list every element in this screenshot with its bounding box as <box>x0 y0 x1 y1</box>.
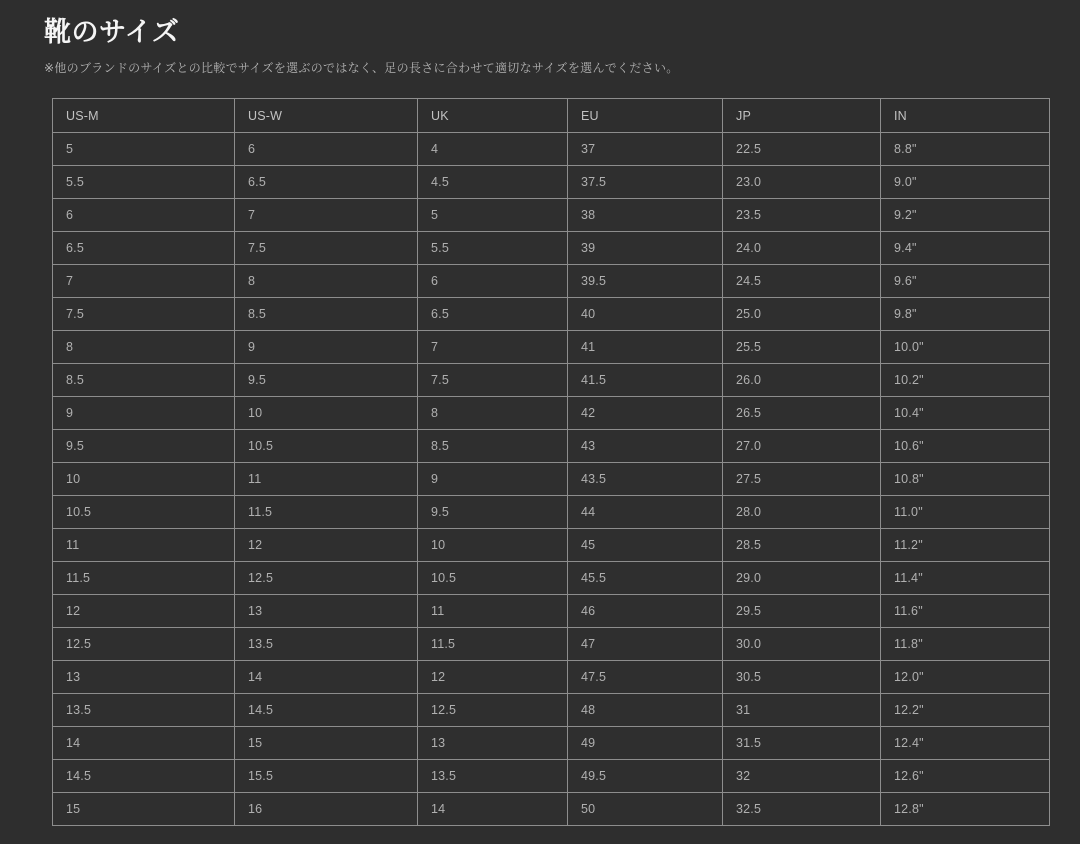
table-cell: 44 <box>568 496 723 529</box>
table-cell: 12.4" <box>881 727 1050 760</box>
table-cell: 14.5 <box>53 760 235 793</box>
table-cell: 5 <box>418 199 568 232</box>
table-cell: 11.4" <box>881 562 1050 595</box>
table-cell: 14 <box>53 727 235 760</box>
table-cell: 5.5 <box>418 232 568 265</box>
table-cell: 22.5 <box>723 133 881 166</box>
table-cell: 7.5 <box>418 364 568 397</box>
table-cell: 7 <box>418 331 568 364</box>
table-cell: 28.5 <box>723 529 881 562</box>
table-cell: 50 <box>568 793 723 826</box>
table-cell: 9.0" <box>881 166 1050 199</box>
table-row <box>53 727 1050 760</box>
table-cell: 7.5 <box>53 298 235 331</box>
table-cell: 9.2" <box>881 199 1050 232</box>
table-cell: 9.5 <box>235 364 418 397</box>
column-header-jp: JP <box>723 99 881 133</box>
table-cell: 45.5 <box>568 562 723 595</box>
table-cell: 12 <box>418 661 568 694</box>
size-note: ※他のブランドのサイズとの比較でサイズを選ぶのではなく、足の長さに合わせて適切なサイズを選んでください。 <box>44 61 679 76</box>
table-cell: 24.5 <box>723 265 881 298</box>
table-cell: 26.0 <box>723 364 881 397</box>
table-cell: 10.8" <box>881 463 1050 496</box>
table-cell: 39.5 <box>568 265 723 298</box>
table-cell: 9 <box>235 331 418 364</box>
table-cell: 6 <box>235 133 418 166</box>
table-row <box>53 364 1050 397</box>
table-cell: 12.5 <box>53 628 235 661</box>
table-cell: 13 <box>235 595 418 628</box>
table-cell: 5 <box>53 133 235 166</box>
table-cell: 27.0 <box>723 430 881 463</box>
table-cell: 43 <box>568 430 723 463</box>
table-cell: 10 <box>235 397 418 430</box>
table-cell: 7 <box>53 265 235 298</box>
table-cell: 12.0" <box>881 661 1050 694</box>
table-cell: 9 <box>418 463 568 496</box>
size-table-body <box>53 133 1050 826</box>
table-cell: 40 <box>568 298 723 331</box>
table-cell: 13 <box>53 661 235 694</box>
table-cell: 7 <box>235 199 418 232</box>
table-row <box>53 793 1050 826</box>
table-cell: 13 <box>418 727 568 760</box>
table-cell: 31.5 <box>723 727 881 760</box>
table-row <box>53 166 1050 199</box>
table-cell: 45 <box>568 529 723 562</box>
table-row <box>53 760 1050 793</box>
table-cell: 12.5 <box>418 694 568 727</box>
table-row <box>53 529 1050 562</box>
table-cell: 8 <box>53 331 235 364</box>
table-cell: 10.6" <box>881 430 1050 463</box>
table-cell: 5.5 <box>53 166 235 199</box>
header-row <box>53 99 1050 133</box>
table-cell: 11 <box>418 595 568 628</box>
table-cell: 13.5 <box>418 760 568 793</box>
table-cell: 47 <box>568 628 723 661</box>
table-cell: 9 <box>53 397 235 430</box>
table-cell: 9.6" <box>881 265 1050 298</box>
table-cell: 29.5 <box>723 595 881 628</box>
table-cell: 11.5 <box>235 496 418 529</box>
table-cell: 48 <box>568 694 723 727</box>
table-cell: 9.5 <box>418 496 568 529</box>
table-cell: 11.5 <box>53 562 235 595</box>
table-cell: 31 <box>723 694 881 727</box>
table-cell: 8.5 <box>235 298 418 331</box>
table-cell: 10.2" <box>881 364 1050 397</box>
table-cell: 49.5 <box>568 760 723 793</box>
table-row <box>53 331 1050 364</box>
table-cell: 47.5 <box>568 661 723 694</box>
column-header-eu: EU <box>568 99 723 133</box>
table-cell: 8.5 <box>418 430 568 463</box>
table-cell: 13.5 <box>53 694 235 727</box>
table-cell: 12 <box>235 529 418 562</box>
table-row <box>53 199 1050 232</box>
table-cell: 15 <box>53 793 235 826</box>
table-row <box>53 562 1050 595</box>
table-cell: 6 <box>53 199 235 232</box>
table-cell: 12.6" <box>881 760 1050 793</box>
table-cell: 23.0 <box>723 166 881 199</box>
table-cell: 38 <box>568 199 723 232</box>
table-cell: 11 <box>53 529 235 562</box>
table-cell: 41 <box>568 331 723 364</box>
table-cell: 6.5 <box>53 232 235 265</box>
size-table-header <box>53 99 1050 133</box>
table-cell: 11 <box>235 463 418 496</box>
table-cell: 12.5 <box>235 562 418 595</box>
table-cell: 39 <box>568 232 723 265</box>
table-cell: 11.6" <box>881 595 1050 628</box>
table-cell: 11.2" <box>881 529 1050 562</box>
table-cell: 27.5 <box>723 463 881 496</box>
table-cell: 23.5 <box>723 199 881 232</box>
table-cell: 41.5 <box>568 364 723 397</box>
table-cell: 6 <box>418 265 568 298</box>
table-row <box>53 496 1050 529</box>
table-row <box>53 628 1050 661</box>
table-cell: 10.0" <box>881 331 1050 364</box>
table-cell: 26.5 <box>723 397 881 430</box>
table-cell: 28.0 <box>723 496 881 529</box>
table-cell: 8.5 <box>53 364 235 397</box>
column-header-us-w: US-W <box>235 99 418 133</box>
table-cell: 15.5 <box>235 760 418 793</box>
table-cell: 10 <box>53 463 235 496</box>
table-cell: 37 <box>568 133 723 166</box>
table-cell: 10.5 <box>235 430 418 463</box>
table-cell: 13.5 <box>235 628 418 661</box>
table-cell: 8 <box>235 265 418 298</box>
table-row <box>53 661 1050 694</box>
table-cell: 29.0 <box>723 562 881 595</box>
table-cell: 11.5 <box>418 628 568 661</box>
table-cell: 9.4" <box>881 232 1050 265</box>
table-row <box>53 133 1050 166</box>
table-cell: 30.0 <box>723 628 881 661</box>
table-cell: 9.5 <box>53 430 235 463</box>
table-row <box>53 463 1050 496</box>
table-cell: 30.5 <box>723 661 881 694</box>
column-header-in: IN <box>881 99 1050 133</box>
table-cell: 16 <box>235 793 418 826</box>
table-row <box>53 430 1050 463</box>
table-cell: 4 <box>418 133 568 166</box>
table-cell: 10.5 <box>418 562 568 595</box>
table-row <box>53 694 1050 727</box>
table-cell: 11.8" <box>881 628 1050 661</box>
table-cell: 10 <box>418 529 568 562</box>
table-cell: 25.0 <box>723 298 881 331</box>
table-cell: 12 <box>53 595 235 628</box>
table-cell: 32 <box>723 760 881 793</box>
table-cell: 7.5 <box>235 232 418 265</box>
column-header-uk: UK <box>418 99 568 133</box>
table-cell: 12.8" <box>881 793 1050 826</box>
column-header-us-m: US-M <box>53 99 235 133</box>
table-cell: 11.0" <box>881 496 1050 529</box>
table-cell: 6.5 <box>418 298 568 331</box>
table-cell: 6.5 <box>235 166 418 199</box>
table-row <box>53 298 1050 331</box>
table-cell: 14 <box>235 661 418 694</box>
table-cell: 9.8" <box>881 298 1050 331</box>
table-cell: 42 <box>568 397 723 430</box>
table-cell: 8 <box>418 397 568 430</box>
size-table <box>52 98 1050 826</box>
table-cell: 8.8" <box>881 133 1050 166</box>
table-cell: 4.5 <box>418 166 568 199</box>
table-row <box>53 397 1050 430</box>
table-cell: 25.5 <box>723 331 881 364</box>
table-cell: 32.5 <box>723 793 881 826</box>
table-cell: 12.2" <box>881 694 1050 727</box>
table-cell: 49 <box>568 727 723 760</box>
table-row <box>53 265 1050 298</box>
table-row <box>53 595 1050 628</box>
page-title: 靴のサイズ <box>44 17 180 47</box>
table-row <box>53 232 1050 265</box>
table-cell: 10.5 <box>53 496 235 529</box>
table-cell: 14 <box>418 793 568 826</box>
table-cell: 15 <box>235 727 418 760</box>
table-cell: 14.5 <box>235 694 418 727</box>
table-cell: 37.5 <box>568 166 723 199</box>
table-cell: 24.0 <box>723 232 881 265</box>
table-cell: 10.4" <box>881 397 1050 430</box>
table-cell: 43.5 <box>568 463 723 496</box>
table-cell: 46 <box>568 595 723 628</box>
